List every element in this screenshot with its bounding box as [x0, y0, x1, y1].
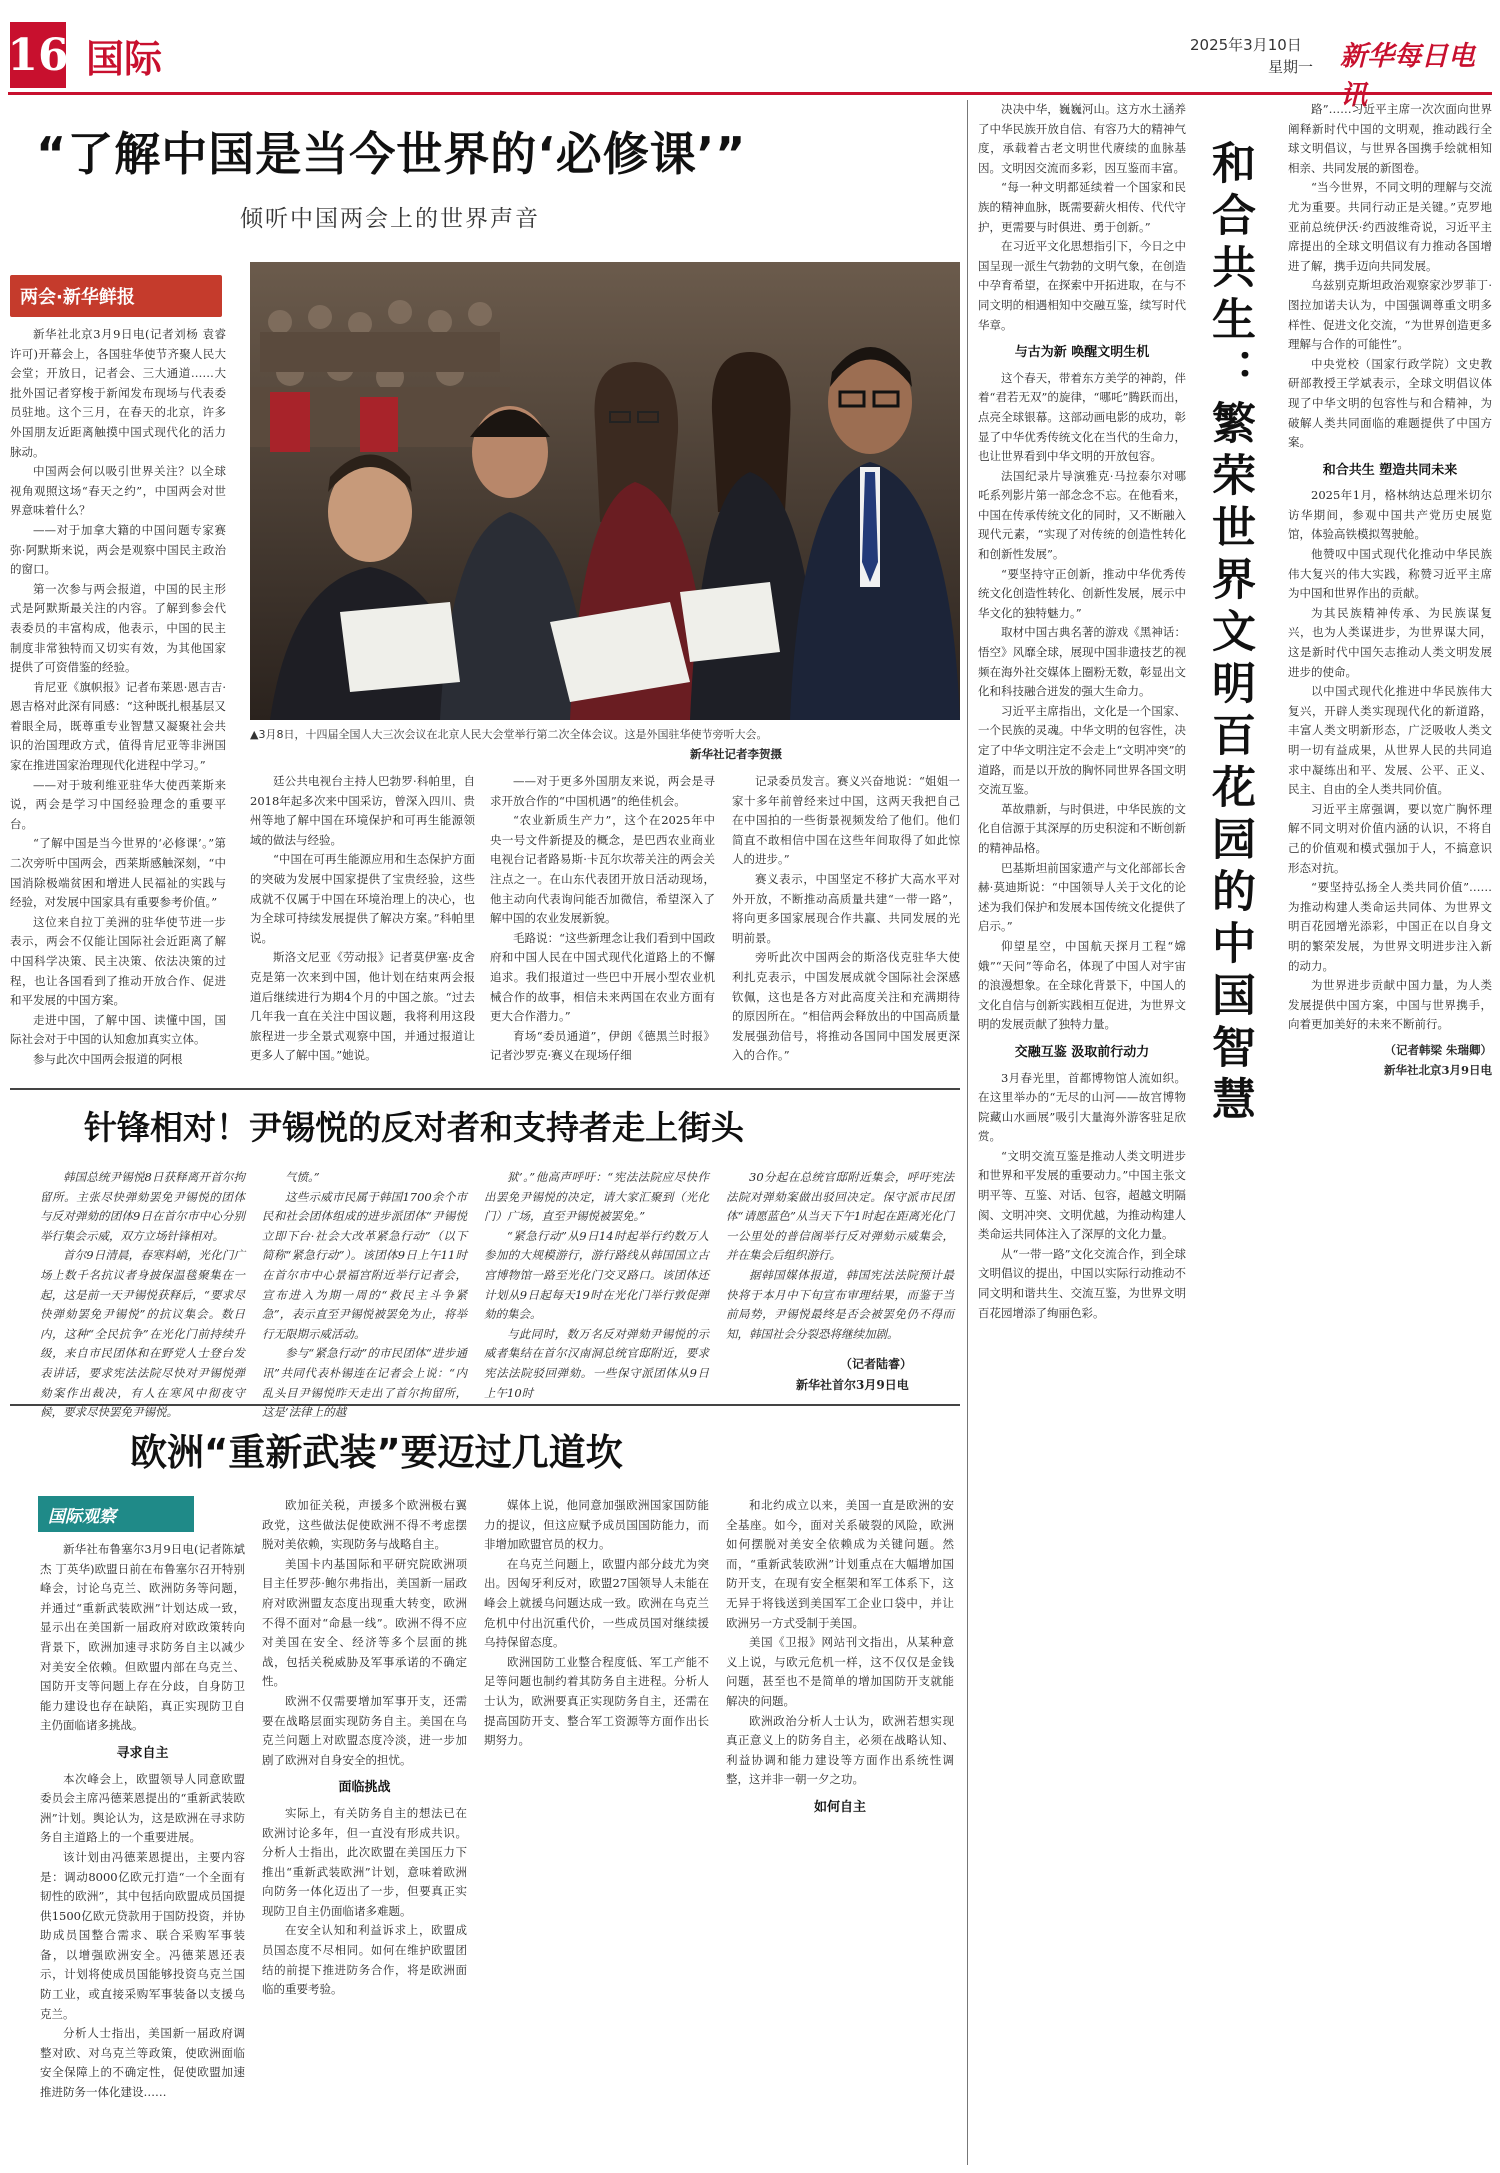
paragraph: 和北约成立以来，美国一直是欧洲的安全基座。如今，面对关系破裂的风险，欧洲如何摆脱对美安全依赖成为关键问题。然而，“重新武装欧洲”计划重点在大幅增加国防开支，在现有安全框架和军工体系下，这无异于将钱送到美国军工企业口袋中，并让欧洲另一方式受制于美国。 [726, 1498, 954, 1630]
paragraph: 30分起在总统官邸附近集会，呼吁宪法法院对弹劾案做出驳回决定。保守派市民团体“请愿蓝色”从当天下午1时起在距离光化门一公里处的普信阁举行反对弹劾示威集会，并在集会后组织游行。 [726, 1170, 954, 1263]
divider [10, 1404, 960, 1406]
paragraph: 媒体上说，他同意加强欧洲国家国防能力的提议，但这应赋予成员国国防能力，而非增加欧盟官员的权力。 [484, 1498, 709, 1552]
paragraph: 赛义表示，中国坚定不移扩大高水平对外开放，不断推动高质量共建“一带一路”，将向更多国家展现合作共赢、共同发展的光明前景。 [732, 871, 960, 945]
paragraph: 中国两会何以吸引世界关注？以全球视角观照这场“春天之约”，中国两会对世界意味着什么？ [10, 464, 226, 518]
paragraph: 在习近平文化思想指引下，今日之中国呈现一派生气勃勃的文明气象，在创造中孕育希望，在探索中开拓进取，在与不同文明的相遇相知中交融互鉴，续写时代华章。 [978, 239, 1186, 332]
paragraph: 首尔9日清晨，春寒料峭，光化门广场上数千名抗议者身披保温毯聚集在一起，这是前一天尹锡悦获释后，“要求尽快弹劾罢免尹锡悦”的抗议集会。数日内，这种“全民抗争”在光化门前持续升级，来自市民团体和在野党人士登台发表讲话，要求宪法法院尽快对尹锡悦弹劾案作出裁决，有人在寒风中彻夜守候，要求尽快罢免尹锡悦。 [40, 1248, 245, 1420]
story1-column-3 [490, 772, 715, 1080]
paragraph: “中国在可再生能源应用和生态保护方面的突破为发展中国家提供了宝贵经验，这些成就不仅属于中国在环境治理上的决心，也为全球可持续发展提供了解决方案。”科帕里说。 [250, 852, 475, 945]
story4-dateline: 新华社北京3月9日电 [1383, 1062, 1492, 1077]
paragraph: 巴基斯坦前国家遗产与文化部部长舍赫·莫迪斯说：“中国领导人关于文化的论述为我们保护和发展本国传统文化提供了启示。” [978, 860, 1186, 934]
header-rule [8, 92, 1492, 95]
paragraph: 分析人士指出，美国新一届政府调整对欧、对乌克兰等政策，使欧洲面临安全保障上的不确定性，促使欧盟加速推进防务一体化建设…… [40, 2026, 245, 2100]
story3-headline: 欧洲“重新武装”要迈过几道坎 [130, 1431, 623, 1474]
story2-headline: 针锋相对！尹锡悦的反对者和支持者走上街头 [84, 1108, 744, 1147]
news-photo [250, 262, 960, 720]
paragraph: 决决中华，巍巍河山。这方水土涵养了中华民族开放自信、有容乃大的精神气度，承载着古老文明世代赓续的血脉基因。文明因交流而多彩，因互鉴而丰富。 [978, 102, 1186, 175]
paragraph: 实际上，有关防务自主的想法已在欧洲讨论多年，但一直没有形成共识。分析人士指出，此次欧盟在美国压力下推出“重新武装欧洲”计划，意味着欧洲向防务一体化迈出了一步，但要真正实现防卫自主仍面临诸多难题。 [262, 1805, 467, 1918]
paragraph: 在乌克兰问题上，欧盟内部分歧尤为突出。因匈牙利反对，欧盟27国领导人未能在峰会上就援乌问题达成一致。欧洲在乌克兰危机中付出沉重代价，一些成员国对继续援乌持保留态度。 [484, 1556, 709, 1650]
paragraph: 参与此次中国两会报道的阿根 [33, 1051, 183, 1066]
subheading: 与古为新 唤醒文明生机 [1014, 345, 1150, 361]
paragraph: 第一次参与两会报道，中国的民主形式是阿默斯最关注的内容。了解到参会代表委员的丰富构成，他表示，中国的民主制度非常独特而又切实有效，为其他国家提供了可资借鉴的经验。 [10, 581, 226, 675]
story1-column-2 [250, 772, 475, 1080]
paragraph: “了解中国是当今世界的‘必修课’。”第二次旁听中国两会，西莱斯感触深刻，“中国消除极端贫困和增进人民福祉的实践与经验，对发展中国家具有重要参考价值。” [10, 836, 226, 910]
story1-column-4 [732, 772, 960, 1080]
paragraph: 这个春天，带着东方美学的神韵，伴着“君若无双”的旋律，“哪吒”腾跃而出，点亮全球银幕。这部动画电影的成功，彰显了中华优秀传统文化在当代的生命力，也让世界看到中华文明的开放包容。 [978, 370, 1186, 464]
column-divider [967, 100, 968, 2165]
paragraph: 狱’。”他高声呼吁：“宪法法院应尽快作出罢免尹锡悦的决定，请大家汇聚到（光化门）广场，直至尹锡悦被罢免。” [484, 1170, 709, 1224]
divider [10, 1088, 960, 1090]
story4-column-3 [1288, 100, 1492, 2165]
paragraph: 在安全认知和利益诉求上，欧盟成员国态度不尽相同。如何在维护欧盟团结的前提下推进防务合作，将是欧洲面临的重要考验。 [262, 1923, 467, 1997]
story1-headline: “了解中国是当今世界的‘必修课’” [36, 127, 747, 181]
story4-reporter: （记者韩梁 朱瑞卿） [1384, 1042, 1492, 1057]
paragraph: 这些示威市民属于韩国1700余个市民和社会团体组成的进步派团体“尹锡悦立即下台·社会大改革紧急行动”（以下简称“紧急行动”）。该团体9日上午11时在首尔市中心景福宫附近举行记者会，宣布进入为期一周的“救民主斗争紧急”，表示直至尹锡悦被罢免为止，将举行无限期示威活动。 [262, 1189, 467, 1341]
story2-dateline: 新华社首尔3月9日电 [796, 1378, 909, 1392]
paragraph: 他赞叹中国式现代化推动中华民族伟大复兴的伟大实践，称赞习近平主席为中国和世界作出的贡献。 [1288, 547, 1492, 601]
paragraph: 毛路说：“这些新理念让我们看到中国政府和中国人民在中国式现代化道路上的不懈追求。我们报道过一些巴中开展小型农业机械合作的故事，相信未来两国在农业方面有更大合作潜力。” [490, 930, 715, 1024]
paragraph: “文明交流互鉴是推动人类文明进步和世界和平发展的重要动力。”中国主张文明平等、互鉴、对话、包容，超越文明隔阂、文明冲突、文明优越，为推动构建人类命运共同体注入了深厚的文化力量。 [978, 1148, 1186, 1242]
subheading: 面临挑战 [338, 1780, 391, 1796]
page-number-box: 16 [10, 22, 66, 88]
story4-vertical-headline: 和合共生：繁荣世界文明百花园的中国智慧 [1204, 140, 1255, 1128]
photo-credit: 新华社记者李贺摄 [690, 747, 782, 761]
paragraph: 廷公共电视台主持人巴勃罗·科帕里，自2018年起多次来中国采访，曾深入四川、贵州等地了解中国在环境保护和可再生能源领域的做法与经验。 [250, 774, 475, 847]
photo-delegates-illustration [250, 262, 960, 720]
paragraph: 走进中国，了解中国、读懂中国，国际社会对于中国的认知愈加真实立体。 [10, 1012, 226, 1047]
paragraph: 为其民族精神传承、为民族谋复兴，也为人类谋进步，为世界谋大同，这是新时代中国矢志推动人类文明发展进步的使命。 [1288, 605, 1492, 679]
paragraph: 据韩国媒体报道，韩国宪法法院预计最快将于本月中下旬宣布审理结果，而鉴于当前局势，尹锡悦最终是否会被罢免仍不得而知，韩国社会分裂恐将继续加剧。 [726, 1267, 954, 1341]
paragraph: “紧急行动”从9日14时起举行约数万人参加的大规模游行，游行路线从韩国国立古宫博物馆一路至光化门交叉路口。该团体还计划从9日起每天19时在光化门举行敦促弹劾的集会。 [484, 1228, 709, 1322]
paragraph: ——对于加拿大籍的中国问题专家赛弥·阿默斯来说，两会是观察中国民主政治的窗口。 [10, 522, 226, 577]
paragraph: “要坚持守正创新，推动中华优秀传统文化创造性转化、创新性发展，展示中华文化的独特魅力。” [978, 566, 1186, 620]
paragraph: 新华社布鲁塞尔3月9日电(记者陈斌杰 丁英华)欧盟日前在布鲁塞尔召开特别峰会，讨论乌克兰、欧洲防务等问题，并通过“重新武装欧洲”计划达成一致，显示出在美国新一届政府对欧政策转向背景下，欧洲加速寻求防务自主以减少对美安全依赖。但欧盟内部在乌克兰、国防开支等问题上存在分歧，自身防卫能力建设也存在缺陷，真正实现防卫自主仍面临诸多挑战。 [40, 1542, 245, 1733]
masthead-logo: 新华每日电讯 [1340, 41, 1475, 111]
paragraph: 韩国总统尹锡悦8日获释离开首尔拘留所。主张尽快弹劾罢免尹锡悦的团体与反对弹劾的团体9日在首尔市中心分别举行集会示威，双方立场针锋相对。 [40, 1170, 245, 1243]
paragraph: 美国卡内基国际和平研究院欧洲项目主任罗莎·鲍尔弗指出，美国新一届政府对欧洲盟友态度出现重大转变，欧洲不得不面对“命悬一线”。欧洲不得不应对美国在安全、经济等多个层面的挑战，包括关税威胁及军事承诺的不确定性。 [262, 1556, 467, 1689]
paragraph: 这位来自拉丁美洲的驻华使节进一步表示，两会不仅能让国际社会近距离了解中国科学决策、民主决策、依法决策的过程，也让各国看到了推动开放合作、促进和平发展的中国方案。 [10, 914, 226, 1008]
paragraph: 2025年1月，格林纳达总理米切尔访华期间，参观中国共产党历史展览馆，体验高铁模拟驾驶舱。 [1288, 488, 1492, 542]
paragraph: 气愤。” [285, 1170, 320, 1184]
paragraph: 为世界进步贡献中国力量，为人类发展提供中国方案，中国与世界携手，向着更加美好的未来不断前行。 [1288, 978, 1492, 1032]
paragraph: “要坚持弘扬全人类共同价值”……为推动构建人类命运共同体、为世界文明百花园增光添彩，中国正在以自身文明的繁荣发展，为世界文明进步注入新的动力。 [1288, 880, 1492, 973]
paragraph: ——对于更多外国朋友来说，两会是寻求开放合作的“中国机遇”的绝佳机会。 [490, 774, 715, 808]
paragraph: 从“一带一路”文化交流合作，到全球文明倡议的提出，中国以实际行动推动不同文明和谐共生、交流互鉴，为世界文明百花园增添了绚丽色彩。 [978, 1246, 1186, 1320]
paragraph: 习近平主席指出，文化是一个国家、一个民族的灵魂。中华文明的包容性，决定了中华文明注定不会走上“文明冲突”的道路，而是以开放的胸怀同世界各国文明交流互鉴。 [978, 703, 1186, 797]
paragraph: 欧加征关税，声援多个欧洲极右翼政党，这些做法促使欧洲不得不考虑摆脱对美依赖，实现防务与战略自主。 [262, 1498, 467, 1552]
paragraph: “当今世界，不同文明的理解与交流尤为重要。共同行动正是关键。”克罗地亚前总统伊沃·约西波维奇说，习近平主席提出的全球文明倡议有力推动各国增进了解，携手迈向共同发展。 [1288, 180, 1492, 273]
paragraph: 革故鼎新，与时俱进，中华民族的文化自信源于其深厚的历史积淀和不断创新的精神品格。 [978, 801, 1186, 855]
paragraph: ——对于玻利维亚驻华大使西莱斯来说，两会是学习中国经验理念的重要平台。 [10, 777, 226, 831]
paragraph: 以中国式现代化推进中华民族伟大复兴，开辟人类实现现代化的新道路，丰富人类文明新形态，广泛吸收人类文明一切有益成果，从世界人民的共同追求中凝练出和平、发展、公平、正义、民主、自由的全人类共同价值。 [1288, 684, 1492, 797]
paragraph: 中央党校（国家行政学院）文史教研部教授王学斌表示，全球文明倡议体现了中华文明的包容性与和合精神，为破解人类共同面临的难题提供了中国方案。 [1288, 356, 1492, 450]
paragraph: 与此同时，数万名反对弹劾尹锡悦的示威者集结在首尔汉南洞总统官邸附近，要求宪法法院驳回弹劾。一些保守派团体从9日上午10时 [484, 1326, 709, 1400]
paragraph: “农业新质生产力”，这个在2025年中央一号文件新提及的概念，是巴西农业商业电视台记者路易斯·卡瓦尔坎蒂关注的两会关注点之一。在山东代表团开放日活动现场，他主动向代表询问能否加微信，希望深入了解中国的农业发展新貌。 [490, 813, 715, 926]
paragraph: 育场“委员通道”，伊朗《德黑兰时报》记者沙罗克·赛义在现场仔细 [490, 1028, 715, 1063]
header-date: 2025年3月10日 [1190, 36, 1302, 54]
paragraph: 仰望星空，中国航天探月工程“嫦娥”“天问”等命名，体现了中国人对宇宙的浪漫想象。在全球化背景下，中国人的文化自信与创新实践相互促进，为世界文明的发展贡献了独特力量。 [978, 938, 1186, 1032]
paragraph: 法国纪录片导演雅克·马拉泰尔对哪吒系列影片第一部念念不忘。在他看来，中国在传承传统文化的同时，又不断融入现代元素，“实现了对传统的创造性转化和创新性发展”。 [978, 468, 1186, 562]
paragraph: 本次峰会上，欧盟领导人同意欧盟委员会主席冯德莱恩提出的“重新武装欧洲”计划。舆论认为，这是欧洲在寻求防务自主道路上的一个重要进展。 [40, 1771, 245, 1845]
story3-tag: 国际观察 [38, 1496, 194, 1532]
story2-column-4 [726, 1168, 954, 1353]
story1-column-1 [10, 325, 226, 1080]
paragraph: 记录委员发言。赛义兴奋地说：“姐姐一家十多年前曾经来过中国，这两天我把自己在中国拍的一些街景视频发给了他们。他们简直不敢相信中国在这些年间取得了如此惊人的进步。” [732, 774, 960, 867]
story2-column-1 [40, 1168, 245, 1420]
section-name: 国际 [86, 36, 163, 81]
header-weekday: 星期一 [1268, 58, 1314, 76]
story1-subtitle: 倾听中国两会上的世界声音 [240, 206, 540, 232]
paragraph: 旁听此次中国两会的斯洛伐克驻华大使利扎克表示，中国发展成就令国际社会深感钦佩，这也是各方对此高度关注和充满期待的原因所在。“相信两会释放出的中国高质量发展强劲信号，将推动各国同中国发展更深入的合作。” [732, 950, 960, 1063]
paragraph: 新华社北京3月9日电(记者刘杨 袁睿 许可)开幕会上，各国驻华使节齐聚人民大会堂；开放日，记者会、三大通道……大批外国记者穿梭于新闻发布现场与代表委员驻地。这个三月，在春天的北京，许多外国朋友近距离触摸中国式现代化的活力脉动。 [10, 327, 226, 459]
story4-column-1 [978, 100, 1186, 2165]
photo-caption: ▲3月8日，十四届全国人大三次会议在北京人民大会堂举行第二次全体会议。这是外国驻华使节旁听大会。 [250, 728, 768, 741]
paragraph: “每一种文明都延续着一个国家和民族的精神血脉，既需要薪火相传、代代守护，更需要与时俱进、勇于创新。” [978, 180, 1186, 234]
paragraph: 乌兹别克斯坦政治观察家沙罗菲丁·图拉加诺夫认为，中国强调尊重文明多样性、促进文化交流，“为世界创造更多理解与合作的可能性”。 [1288, 278, 1492, 352]
story3-column-2 [262, 1496, 467, 2165]
subheading: 和合共生 塑造共同未来 [1322, 462, 1458, 478]
paragraph: 该计划由冯德莱恩提出，主要内容是：调动8000亿欧元打造“一个全面有韧性的欧洲”，其中包括向欧盟成员国提供1500亿欧元贷款用于国防投资，并协助成员国整合需求、联合采购军事装备，以增强欧洲安全。冯德莱恩还表示，计划将使成员国能够投资乌克兰国防工业，或直接采购军事装备以支援乌克兰。 [40, 1849, 245, 2021]
paragraph: 参与“紧急行动”的市民团体“进步通讯”共同代表朴锡连在记者会上说：“内乱头目尹锡悦昨天走出了首尔拘留所，这是‘法律上的越 [262, 1346, 467, 1420]
paragraph: 斯洛文尼亚《劳动报》记者莫伊塞·皮舍克是第一次来到中国，他计划在结束两会报道后继续进行为期4个月的中国之旅。“过去几年我一直在关注中国议题，我将利用这段旅程进一步全景式观察中国，并通过报道让更多人了解中国。”她说。 [250, 950, 475, 1063]
story3-column-1 [40, 1540, 245, 2165]
paragraph: 取材中国古典名著的游戏《黑神话：悟空》风靡全球，展现中国非遗技艺的视频在海外社交媒体上圈粉无数，彰显出文化和科技融合迸发的强大生命力。 [978, 625, 1186, 699]
story2-column-2 [262, 1168, 467, 1420]
paragraph: 欧洲国防工业整合程度低、军工产能不足等问题也制约着其防务自主进程。分析人士认为，欧洲要真正实现防务自主，还需在提高国防开支、整合军工资源等方面作出长期努力。 [484, 1654, 709, 1748]
story3-column-3 [484, 1496, 709, 2165]
paragraph: 欧洲不仅需要增加军事开支，还需要在战略层面实现防务自主。美国在乌克兰问题上对欧盟态度冷淡，进一步加剧了欧洲对自身安全的担忧。 [262, 1693, 467, 1767]
subheading: 交融互鉴 汲取前行动力 [1014, 1044, 1150, 1060]
paragraph: 肯尼亚《旗帜报》记者布莱恩·恩吉吉·恩吉格对此深有同感：“这种既扎根基层又着眼全局，既尊重专业智慧又凝聚社会共识的治国理政方式，值得肯尼亚等非洲国家在推进国家治理现代化进程中学习。” [10, 679, 226, 773]
story1-tag: 两会·新华鲜报 [10, 275, 222, 317]
paragraph: 美国《卫报》网站刊文指出，从某种意义上说，与欧元危机一样，这不仅仅是金钱问题，甚至也不是简单的增加国防开支就能解决的问题。 [726, 1635, 954, 1708]
paragraph: 习近平主席强调，要以宽广胸怀理解不同文明对价值内涵的认识，不将自己的价值观和模式强加于人，不搞意识形态对抗。 [1288, 801, 1492, 875]
story2-reporter: （记者陆睿） [840, 1357, 913, 1371]
paragraph: 路”……习近平主席一次次面向世界阐释新时代中国的文明观，推动践行全球文明倡议，与世界各国携手绘就相知相亲、共同发展的新图卷。 [1288, 102, 1492, 175]
story3-column-4 [726, 1496, 954, 2165]
subheading: 如何自主 [813, 1799, 866, 1815]
paragraph: 欧洲政治分析人士认为，欧洲若想实现真正意义上的防务自主，必须在战略认知、利益协调和能力建设等方面作出系统性调整，这并非一朝一夕之功。 [726, 1713, 954, 1787]
paragraph: 3月春光里，首都博物馆人流如织。在这里举办的“无尽的山河——故宫博物院藏山水画展”吸引大量海外游客驻足欣赏。 [978, 1070, 1186, 1144]
story2-column-3 [484, 1168, 709, 1398]
subheading: 寻求自主 [116, 1745, 169, 1761]
